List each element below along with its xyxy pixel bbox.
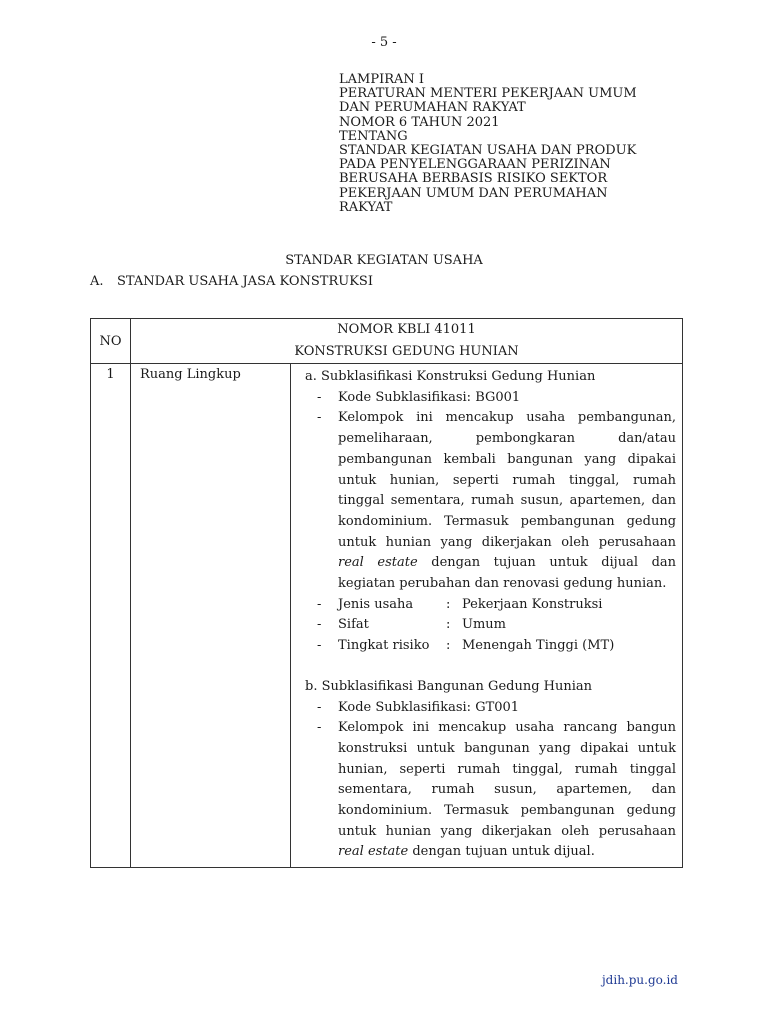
kbli-code: NOMOR KBLI 41011: [337, 322, 476, 337]
section-letter: A.: [90, 274, 104, 289]
lampiran-line: BERUSAHA BERBASIS RISIKO SEKTOR: [339, 171, 608, 187]
lampiran-line: RAKYAT: [339, 199, 393, 215]
no-header: NO: [99, 333, 122, 349]
subclassification-b-description: - Kelompok ini mencakup usaha rancang bangun konstruksi untuk bangunan yang dipakai untuk hunian, seperti rumah tinggal, rumah tinggal sementara, rumah susun, apartemen, dan kondominium. Termasuk pembangunan gedung untuk hunian yang dikerjakan oleh perusahaan real estate dengan tujuan untuk dijual.: [305, 718, 676, 863]
dash: -: [317, 699, 322, 715]
lampiran-line: STANDAR KEGIATAN USAHA DAN PRODUK: [339, 143, 637, 159]
dash: -: [317, 410, 322, 426]
subclassification-a-description: - Kelompok ini mencakup usaha pembangunan, pemeliharaan, pembongkaran dan/atau pembangunan kembali bangunan yang dipakai untuk hunian, seperti rumah tinggal, rumah tinggal sementara, rumah susun, apartemen, dan kondominium. Termasuk pembangunan gedung untuk hunian yang dikerjakan oleh perusahaan real estate dengan tujuan untuk dijual dan kegiatan perubahan dan renovasi gedung hunian.: [305, 408, 676, 594]
subclassification-a-code: - Kode Subklasifikasi: BG001: [305, 388, 676, 409]
attribute-separator: :: [446, 638, 451, 654]
row-label: Ruang Lingkup: [131, 364, 291, 868]
attribute-key: Jenis usaha: [338, 596, 414, 612]
row-number: 1: [91, 364, 131, 868]
dash: -: [317, 596, 322, 612]
attribute-value: Pekerjaan Konstruksi: [462, 596, 603, 612]
subclassification-a-title: a. Subklasifikasi Konstruksi Gedung Hunian: [305, 369, 596, 384]
attribute-row: [305, 636, 676, 657]
dash: -: [317, 617, 322, 633]
attribute-separator: :: [446, 617, 451, 633]
kbli-header-cell: [131, 319, 683, 364]
italic-term: real estate: [338, 844, 409, 860]
table-header-row: [91, 319, 683, 364]
subclassification-b-title: b. Subklasifikasi Bangunan Gedung Hunian: [305, 678, 593, 694]
no-header-cell: [91, 319, 131, 364]
attribute-separator: :: [446, 596, 451, 612]
section-heading: [90, 274, 373, 289]
section-title: STANDAR USAHA JASA KONSTRUKSI: [117, 274, 373, 289]
standard-title: STANDAR KEGIATAN USAHA: [285, 253, 483, 268]
lampiran-line: NOMOR 6 TAHUN 2021: [339, 114, 500, 130]
table-row: [91, 364, 683, 868]
lampiran-line: PERATURAN MENTERI PEKERJAAN UMUM: [339, 86, 637, 102]
dash: -: [317, 638, 322, 654]
page-number: - 5 -: [371, 35, 397, 50]
lampiran-line: PADA PENYELENGGARAAN PERIZINAN: [339, 157, 611, 173]
subclassification-b-code: - Kode Subklasifikasi: GT001: [305, 698, 676, 719]
italic-term: real estate: [338, 555, 418, 571]
attribute-row: [305, 615, 676, 636]
lampiran-line: DAN PERUMAHAN RAKYAT: [339, 100, 526, 116]
kbli-table: [90, 318, 683, 868]
lampiran-line: PEKERJAAN UMUM DAN PERUMAHAN: [339, 185, 608, 201]
dash: -: [317, 720, 322, 736]
footer-link[interactable]: jdih.pu.go.id: [601, 973, 678, 987]
lampiran-line: LAMPIRAN I: [339, 72, 425, 87]
attribute-key: Sifat: [338, 617, 369, 633]
row-content: [291, 364, 683, 868]
attribute-value: Menengah Tinggi (MT): [462, 638, 615, 654]
dash: -: [317, 389, 322, 405]
attribute-row: [305, 595, 676, 616]
lampiran-line: TENTANG: [339, 128, 408, 144]
attribute-key: Tingkat risiko: [338, 638, 430, 654]
lampiran-header: [339, 73, 637, 215]
kbli-title: KONSTRUKSI GEDUNG HUNIAN: [294, 344, 519, 359]
attribute-value: Umum: [462, 617, 506, 633]
